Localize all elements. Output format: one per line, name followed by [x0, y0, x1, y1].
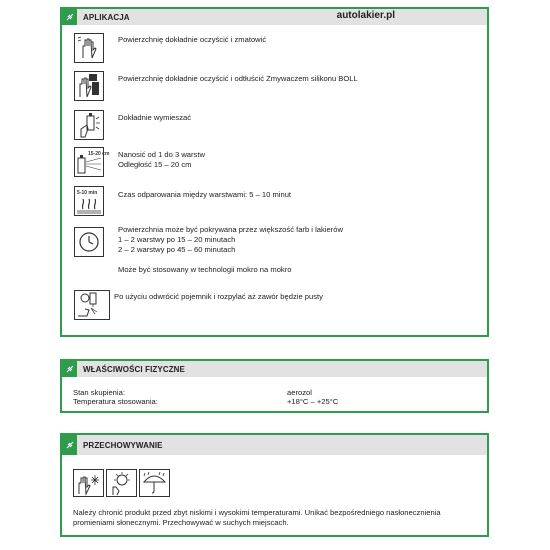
- property-value: +18°C – +25°C: [287, 397, 339, 406]
- protect-from-sun-icon: [106, 469, 137, 497]
- protect-from-frost-icon: [73, 469, 104, 497]
- keep-dry-icon: [139, 469, 170, 497]
- leaf-icon: [62, 9, 77, 25]
- step-text: 2 – 2 warstwy po 45 – 60 minutach: [118, 245, 236, 254]
- invert-can-icon: [74, 290, 110, 320]
- step-flash-off: [74, 186, 481, 216]
- property-label: Stan skupienia:: [73, 388, 125, 397]
- step-shake: [74, 110, 481, 140]
- step-spray-distance: [74, 147, 481, 177]
- leaf-icon: [62, 435, 77, 455]
- step-text: Czas odparowania między warstwami: 5 – 10 minut: [118, 190, 292, 199]
- step-recoat: [74, 225, 481, 275]
- step-text: Po użyciu odwrócić pojemnik i rozpylać aż zawór będzie pusty: [114, 292, 323, 301]
- clock-icon: [74, 227, 104, 257]
- step-text: Dokładnie wymieszać: [118, 113, 192, 122]
- storage-title: PRZECHOWYWANIE: [83, 440, 163, 450]
- step-text: Powierzchnię dokładnie oczyścić i odtłuścić Zmywaczem silikonu BOLL: [118, 74, 358, 83]
- aplikacja-panel: [60, 7, 489, 337]
- step-cleaning: [74, 71, 481, 101]
- step-text: Powierzchnia może być pokrywana przez większość farb i lakierów: [118, 225, 343, 234]
- storage-header: [62, 435, 487, 455]
- step-text: Może być stosowany w technologii mokro na mokro: [118, 265, 292, 274]
- storage-text-line: Należy chronić produkt przed zbyt niskimi i wysokimi temperaturami. Unikać bezpośredniego nasłonecznienia: [73, 508, 441, 517]
- leaf-icon: [62, 361, 77, 377]
- flash-off-icon: [74, 186, 104, 216]
- step-sanding: [74, 33, 481, 63]
- storage-panel: [60, 433, 489, 537]
- step-text: Nanosić od 1 do 3 warstw: [118, 150, 205, 159]
- spray-distance-icon: [74, 147, 110, 177]
- storage-text: [73, 508, 441, 528]
- hand-sanding-icon: [74, 33, 104, 63]
- aplikacja-header: [62, 9, 487, 25]
- storage-text-line: promieniami słonecznymi. Przechowywać w suchych miejscach.: [73, 518, 289, 527]
- spray-distance-label: 15-20 cm: [88, 151, 110, 157]
- step-invert-can: [74, 290, 481, 320]
- properties-title: WŁAŚCIWOŚCI FIZYCZNE: [83, 364, 185, 374]
- step-text: 1 – 2 warstwy po 15 – 20 minutach: [118, 235, 236, 244]
- property-label: Temperatura stosowania:: [73, 397, 158, 406]
- site-name: autolakier.pl: [336, 10, 395, 21]
- step-text: Odległość 15 – 20 cm: [118, 160, 192, 169]
- properties-header: [62, 361, 487, 377]
- properties-panel: [60, 359, 489, 413]
- flash-off-label: 5-10 min: [77, 190, 98, 196]
- aplikacja-title: APLIKACJA: [83, 12, 130, 22]
- hand-cleaning-icon: [74, 71, 104, 101]
- property-value: aerozol: [287, 388, 312, 397]
- step-text: Powierzchnię dokładnie oczyścić i zmatowić: [118, 35, 267, 44]
- shake-can-icon: [74, 110, 104, 140]
